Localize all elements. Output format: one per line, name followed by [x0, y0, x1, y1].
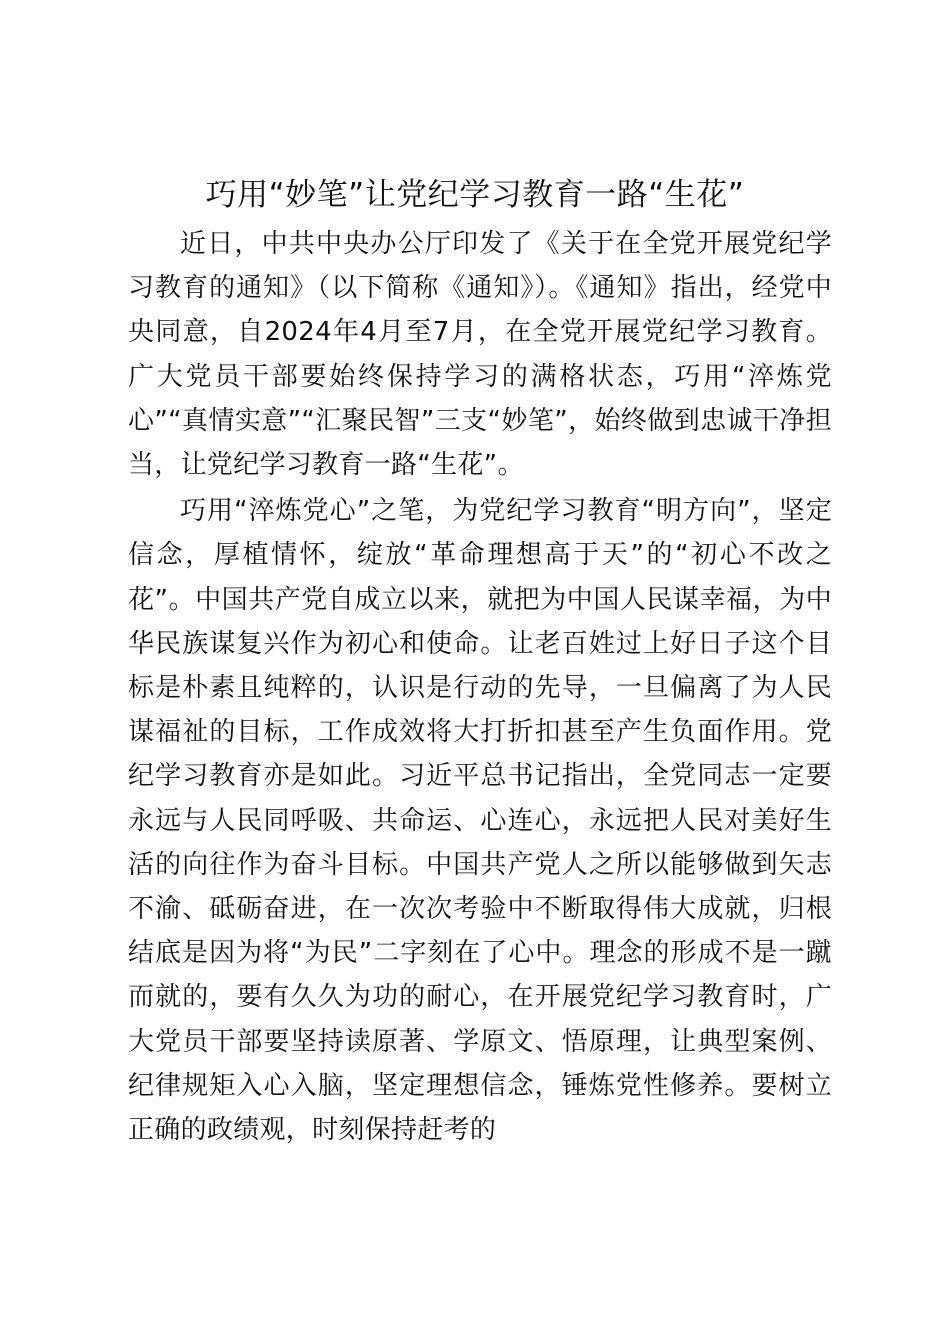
paragraph-intro: 近日，中共中央办公厅印发了《关于在全党开展党纪学习教育的通知》（以下简称《通知》）。《通知》指出，经党中央同意，自2024年4月至7月，在全党开展党纪学习教育。广大党员干部要始终保持学习的满格状态，巧用“淬炼党心”“真情实意”“汇聚民智”三支“妙笔”，始终做到忠诚干净担当，让党纪学习教育一路“生花”。 [128, 229, 832, 481]
document-body [128, 222, 832, 1152]
document-title: 巧用“妙笔”让党纪学习教育一路“生花” [205, 177, 745, 213]
paragraph-body: 巧用“淬炼党心”之笔，为党纪学习教育“明方向”，坚定信念，厚植情怀，绽放“革命理想高于天”的“初心不改之花”。中国共产党自成立以来，就把为中国人民谋幸福，为中华民族谋复兴作为初心和使命。让老百姓过上好日子这个目标是朴素且纯粹的，认识是行动的先导，一旦偏离了为人民谋福祉的目标，工作成效将大打折扣甚至产生负面作用。党纪学习教育亦是如此。习近平总书记指出，全党同志一定要永远与人民同呼吸、共命运、心连心，永远把人民对美好生活的向往作为奋斗目标。中国共产党人之所以能够做到矢志不渝、砥砺奋进，在一次次考验中不断取得伟大成就，归根结底是因为将“为民”二字刻在了心中。理念的形成不是一蹴而就的，要有久久为功的耐心，在开展党纪学习教育时，广大党员干部要坚持读原著、学原文、悟原理，让典型案例、纪律规矩入心入脑，坚定理想信念，锤炼党性修养。要树立正确的政绩观，时刻保持赶考的 [128, 496, 832, 1146]
